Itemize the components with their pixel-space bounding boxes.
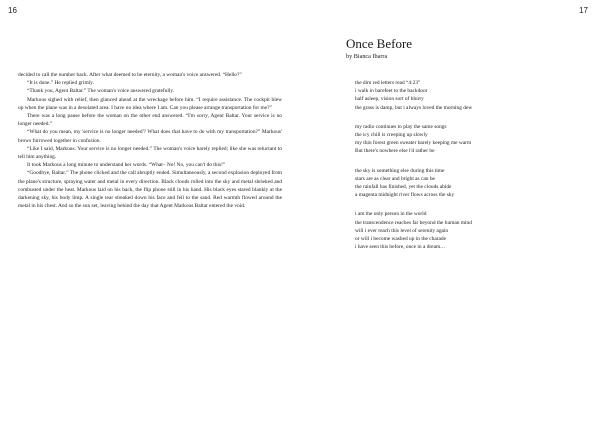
poem-line: the icy chill is creeping up slowly xyxy=(355,132,428,139)
poem-stanza xyxy=(355,79,585,112)
poem-stanza xyxy=(355,123,585,156)
poem-line: the grass is damp, but i always loved the morning dew xyxy=(355,104,473,111)
poem-stanza xyxy=(355,210,585,251)
poem-body xyxy=(355,79,585,262)
poem-line: will i ever reach this level of serenity again xyxy=(355,227,449,234)
poem-author: by Bianca Ibarra xyxy=(346,53,388,60)
story-paragraph: There was a long pause before the woman on the other end answered. “I'm sorry, Agent Baltar. Your service is no longer needed.” xyxy=(18,113,282,128)
poem-line: or will i become washed up in the charade xyxy=(355,236,447,243)
poem-line: But there's nowhere else i'd rather be xyxy=(355,148,435,155)
poem-line: the sky is something else during this time xyxy=(355,167,445,174)
right-page-number: 17 xyxy=(579,6,588,15)
poem-line: half asleep, vision sort of blurry xyxy=(355,96,424,103)
story-paragraph: “Like I said, Markous. Your service is no longer needed.” The woman's voice barely replied; like she was reluctant to tell him anything. xyxy=(18,145,282,161)
story-paragraph: “Thank you, Agent Baltar.” The woman's voice answered gratefully. xyxy=(27,88,175,95)
story-text xyxy=(18,71,282,210)
story-paragraph: “What do you mean, my 'service is no longer needed'? What does that have to do with my transportation?” Markous' brows furrowed together in confusion. xyxy=(18,129,282,144)
poem-line: i am the only person in the world xyxy=(355,211,427,218)
story-paragraph: “It is done.” He replied grimly. xyxy=(27,80,94,87)
left-page-number: 16 xyxy=(8,6,17,15)
story-paragraph: Markous sighed with relief, then glanced ahead at the wreckage before him. “I require assistance. The cockpit blew up when the plane was in a desolated area. I have no idea where I am. Can you please arrange transportation for me?” xyxy=(18,96,282,111)
poem-line: my thin forest green sweater barely keeping me warm xyxy=(355,140,472,147)
poem-line: stars are as clear and bright as can be xyxy=(355,175,435,182)
poem-line: i walk in barefeet to the backdoor xyxy=(355,88,428,95)
poem-line: a magenta midnight river flows across the sky xyxy=(355,192,455,199)
story-paragraph: “Goodbye, Baltar.” The phone clicked and the call abruptly ended. Simultaneously, a second explosion deployed from the plane's structure, spraying water and metal in every direction. Black clouds rolled into the sky and metal shrieked and combusted under the heat. Markous laid on his back, the flip phone still in his hand. His black eyes stared blankly at the darkening sky, his body limp. A single tear streaked down his face and fell to the sand. Red warmth flowed around the metal in his chest. And so the sun set, leaving behind the day that Agent Markous Baltar entered the void. xyxy=(18,170,282,210)
story-paragraph: decided to call the number back. After what deemed to be eternity, a woman's voice answered. “Hello?” xyxy=(18,72,242,78)
poem-line: the dim red letters read “4:23” xyxy=(355,80,421,86)
story-paragraph: It took Markous a long minute to understand her words. “What– No! No, you can't do this!” xyxy=(27,162,226,169)
poem-line: the rainfall has finished, yet the clouds abide xyxy=(355,184,452,191)
poem-line: the transcendence reaches far beyond the human mind xyxy=(355,219,472,226)
poem-line: i have seen this before, once in a dream… xyxy=(355,244,446,251)
poem-stanza xyxy=(355,167,585,200)
poem-title: Once Before xyxy=(346,36,413,51)
poem-line: my radio continues to play the same songs xyxy=(355,123,447,130)
